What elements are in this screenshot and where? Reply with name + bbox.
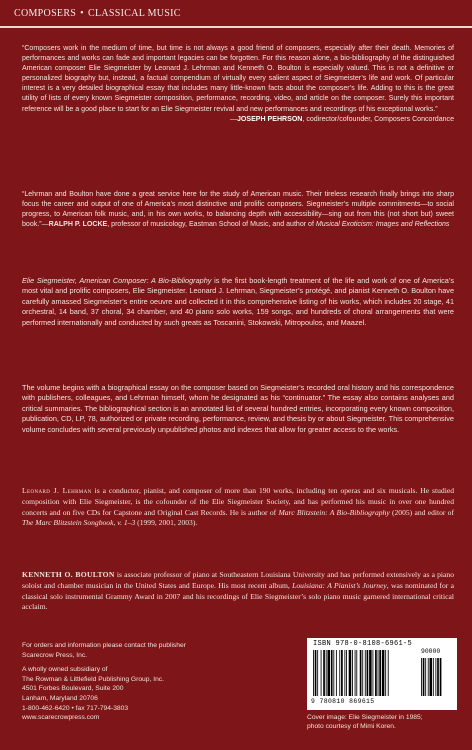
barcode-addon-bar [437,658,439,696]
barcode-bar [367,650,369,696]
barcode-bar [313,650,314,696]
barcode-bar [317,650,318,696]
barcode-bar [379,650,381,696]
barcode-bar [365,650,366,696]
category-classical-music: CLASSICAL MUSIC [87,8,181,19]
barcode-addon-bar [421,658,422,696]
barcode-bar [346,650,347,696]
barcode-digits: 9 780810 869615 [311,698,375,705]
bio-lehrman-book-1: Marc Blitzstein: A Bio-Bibliography [278,507,390,517]
barcode-bar [341,650,343,696]
header-rule [0,26,472,28]
publisher-line: 1-800-462-6420 • fax 717-794-3803 [22,704,129,712]
publisher-line: The Rowman & Littlefield Publishing Group, Inc. [22,675,164,683]
barcode-bar [336,650,337,696]
bio-lehrman [22,486,454,529]
bio-boulton-name: KENNETH O. BOULTON [22,570,115,579]
barcode-addon-digits: 90000 [421,648,441,655]
barcode-bar [323,650,325,696]
publisher-info [22,641,222,723]
isbn-barcode [307,638,457,710]
barcode-bar [360,650,362,696]
barcode-bar [339,650,340,696]
bio-lehrman-text: is a conductor, pianist, and composer of more than 190 works, including ten operas and six musicals. He studied composition with Elie Siegmeister, is the cofounder of the Elie Siegmeister Society, and has performed his music in over one hundred concerts and on five CDs for Capstone and Original Cast Records. He is author of [22,486,454,517]
barcode-bar [373,650,374,696]
description-text-1: is the first book-length treatment of the life and work of one of America’s most vital and prolific composers, Elie Siegmeister. Leonard J. Lehrman, Siegmeister’s protégé, and pianist Kenneth O. Boulton have carefully amassed Siegmeister’s entire oeuvre and collected it in this comprehensive listing of his works, which includes 20 stage, 41 orchestral, 14 band, 37 choral, 34 chamber, and 40 piano solo works, 159 songs, and hundreds of choral arrangements that were performed internationally and conducted by such greats as Toscanini, Stokowski, Mitropoulos, and Maazel. [22,276,454,327]
barcode-bar [382,650,385,696]
quote-locke-affiliation: , professor of musicology, Eastman School of Music, and author of [107,221,316,229]
attribution-dash: — [41,221,49,229]
barcode-bar [375,650,377,696]
quote-pehrson-affiliation: , codirector/cofounder, Composers Concordance [302,115,454,123]
description-text-2: The volume begins with a biographical essay on the composer based on Siegmeister’s recorded oral history and his correspondence with publishers, colleagues, and Lehrman himself, whom he designated as his “continuator.” The essay also contains analyses and critical summaries. The bibliographical section is an annotated list of several hundred entries, incorporating every known composition, publication, CD, LP, 78, authorized or private recording, performance, review, and thesis by or about Siegmeister. This comprehensive volume concludes with several previously unpublished photos and indexes that allow for greater access to the works. [22,383,454,434]
cover-credit [307,713,467,732]
barcode-bar [352,650,353,696]
publisher-website: www.scarecrowpress.com [22,714,100,722]
category-header [14,8,181,19]
cover-credit-line-2: photo courtesy of Mimi Koren. [307,723,396,731]
cover-credit-line-1: Cover image: Elie Siegmeister in 1985; [307,714,423,721]
barcode-bar [349,650,352,696]
bio-lehrman-text-3: (1999, 2001, 2003). [135,518,198,528]
quote-pehrson-attribution [22,115,454,125]
barcode-bar [362,650,363,696]
barcode-bar [331,650,333,696]
publisher-line: Scarecrow Press, Inc. [22,651,88,659]
barcode-addon-bar [430,658,433,696]
quote-pehrson-author: JOSEPH PEHRSON [237,115,303,123]
barcode-bar [385,650,386,696]
bio-boulton-text-2: , was nominated for a classical solo instrumental Grammy Award in 2007 and his recordings of Elie Siegmeister’s solo piano music garnered international critical acclaim. [22,580,454,612]
barcode-bar [388,650,389,696]
barcode-bar [327,650,330,696]
bio-boulton [22,570,454,613]
barcode-addon-bar [428,658,429,696]
bio-lehrman-name: Leonard J. Lehrman [22,486,92,495]
publisher-line: 4501 Forbes Boulevard, Suite 200 [22,685,124,693]
bio-lehrman-book-2: The Marc Blitzstein Songbook, v. 1–3 [22,518,136,528]
quote-locke-book: Musical Exoticism: Images and Reflections [315,221,450,229]
book-title: Elie Siegmeister, American Composer: A Bio-Bibliography [22,276,212,285]
barcode-bar [378,650,379,696]
barcode-addon-bar [425,658,426,696]
barcode-bar [356,650,357,696]
barcode-addon-bar [435,658,436,696]
bio-boulton-text: is associate professor of piano at Southeastern Louisiana University and has performed extensively as a piano soloist and chamber musician in the United States and Europe. His most recent album, [22,570,455,590]
barcode-addon-bar [423,658,425,696]
attribution-dash: — [229,115,237,123]
quote-locke-author: RALPH P. LOCKE [48,221,108,229]
description-paragraph-2 [22,383,454,435]
quote-locke-text: “Lehrman and Boulton have done a great service here for the study of American music. Their tireless research finally brings into sharp focus the career and output of one of America’s most distinctive and prolific composers. Siegmeister’s multiple commitments—to social progress, to American folk music, and, in his own works, to balancing depth with accessibility—sing out from this (not short but) sweet book.” [22,191,454,229]
quote-locke [22,190,454,230]
bio-boulton-album: Louisiana: A Pianist’s Journey [292,580,387,590]
barcode-addon-bar [433,658,434,696]
header-separator: • [80,8,84,19]
publisher-line: A wholly owned subsidiary of [22,666,108,674]
barcode-bar [333,650,334,696]
quote-pehrson [22,44,454,125]
publisher-line: For orders and information please contact the publisher [22,642,186,649]
barcode-bar [344,650,345,696]
barcode-bar [369,650,372,696]
publisher-line: Lanham, Maryland 20706 [22,694,98,702]
barcode-bar [321,650,322,696]
barcode-addon-bar [440,658,442,696]
barcode-bar [315,650,317,696]
bio-lehrman-text-2: (2005) and editor of [389,507,455,517]
isbn-number: ISBN 978-0-8108-6961-5 [313,640,413,648]
barcode-bar [355,650,356,696]
quote-pehrson-text: “Composers work in the medium of time, but time is not always a good friend of composers, especially after their death. Memories of performances and works can fade and important legacies can be forgotten. For this reason alone, a bio-bibliography of the distinguished American composer Elie Siegmeister by Leonard J. Lehrman and Kenneth O. Boulton is especially valued. This is not a definitive or personalized biography but, instead, a factual compendium of virtually every salient aspect of Siegmeister’s life and work. Of particular interest is a very detailed biographical essay that includes many little-known facts about the composer’s life. Adding to this is the great utility of lists of every known Siegmeister composition, performance, recording, video, and article on the composer. Surely this important reference will be a good place to start for an Elie Siegmeister revival and new performances and recordings of his exceptional works.” [22,45,454,113]
barcode-bars [313,650,453,698]
category-composers: COMPOSERS [14,8,77,19]
barcode-bar [326,650,327,696]
description-paragraph-1 [22,276,454,328]
